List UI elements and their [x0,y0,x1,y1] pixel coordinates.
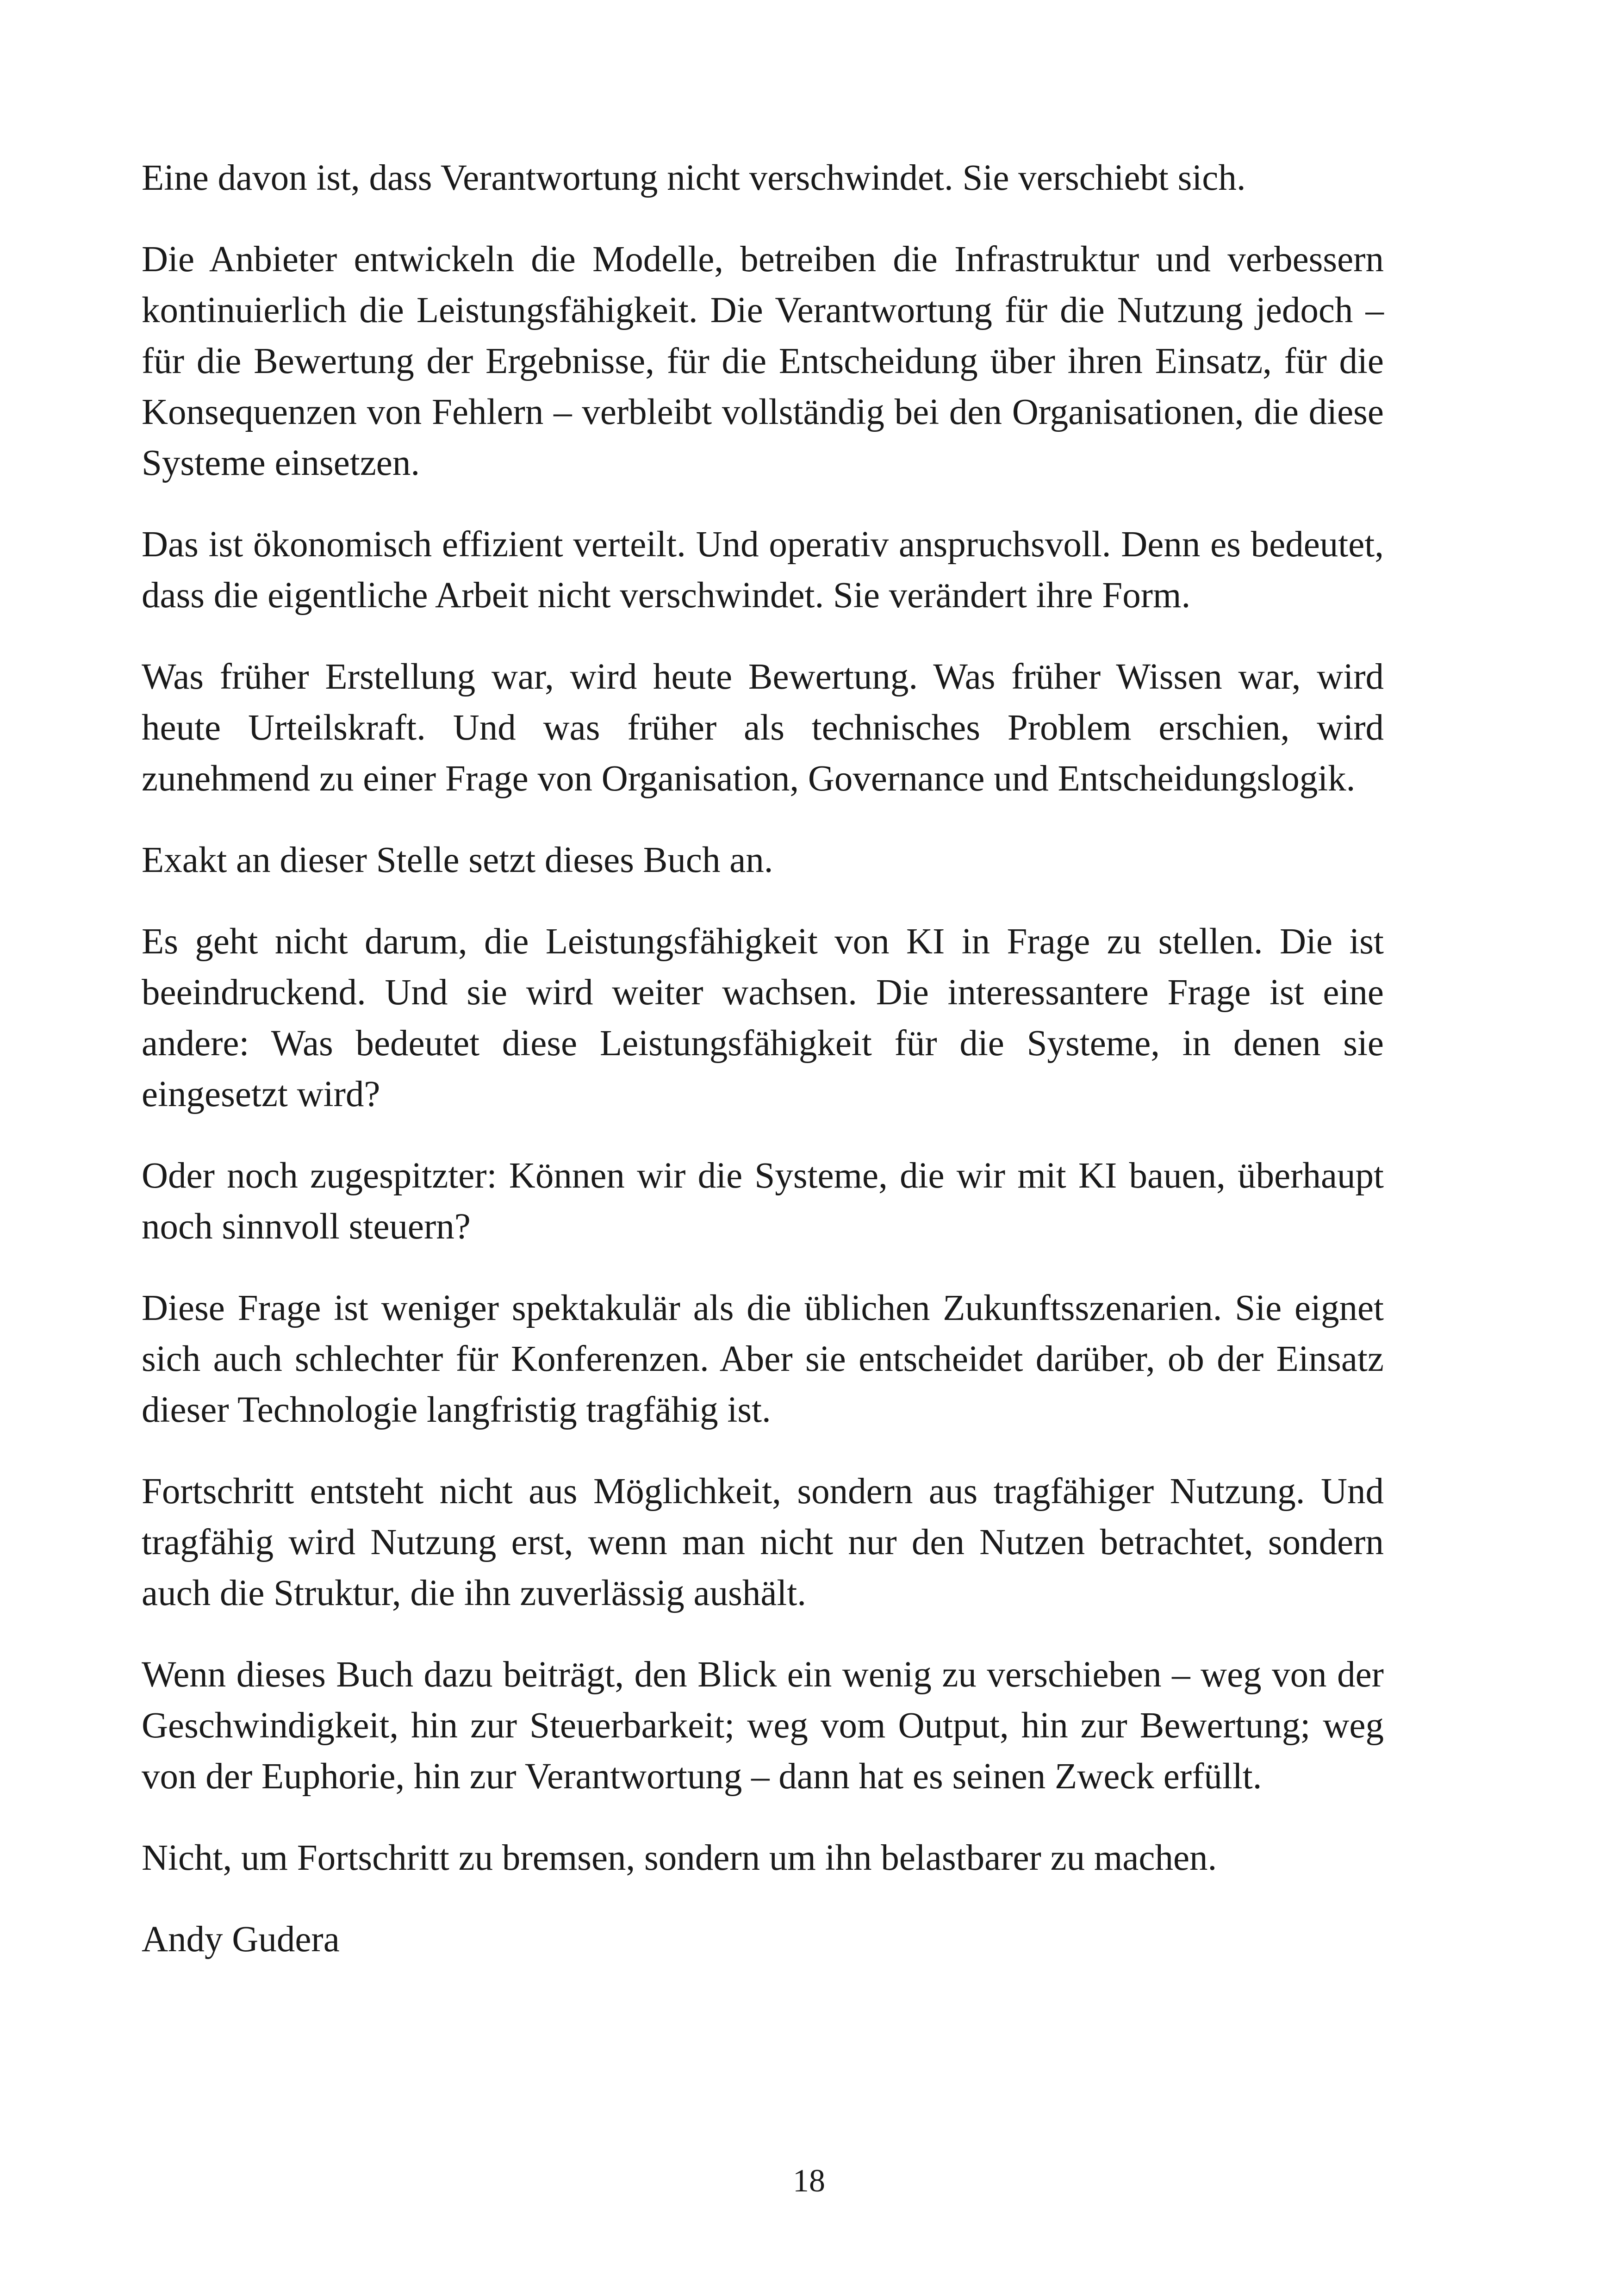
paragraph-2: Die Anbieter entwickeln die Modelle, betreiben die Infrastruktur und verbessern kontinuierlich die Leistungsfähigkeit. Die Verantwortung für die Nutzung jedoch – für die Bewertung der Ergebnisse, für die Entscheidung über ihren Einsatz, für die Konsequenzen von Fehlern – verbleibt vollständig bei den Organisationen, die diese Systeme einsetzen. [142,239,1384,483]
paragraph-3: Das ist ökonomisch effizient verteilt. Und operativ anspruchsvoll. Denn es bedeutet, dass die eigentliche Arbeit nicht verschwindet. Sie verändert ihre Form. [142,524,1384,616]
paragraph-11: Nicht, um Fortschritt zu bremsen, sondern um ihn belastbarer zu machen. [142,1838,1217,1878]
author-signature: Andy Gudera [142,1919,340,1960]
page-number: 18 [793,2163,825,2199]
paragraph-4: Was früher Erstellung war, wird heute Bewertung. Was früher Wissen war, wird heute Urteilskraft. Und was früher als technisches Problem erschien, wird zunehmend zu einer Frage von Organisation, Governance und Entscheidungslogik. [142,657,1384,799]
paragraph-5: Exakt an dieser Stelle setzt dieses Buch an. [142,840,773,880]
paragraph-9: Fortschritt entsteht nicht aus Möglichkeit, sondern aus tragfähiger Nutzung. Und tragfähig wird Nutzung erst, wenn man nicht nur den Nutzen betrachtet, sondern auch die Struktur, die ihn zuverlässig aushält. [142,1471,1384,1613]
paragraph-10: Wenn dieses Buch dazu beiträgt, den Blick ein wenig zu verschieben – weg von der Geschwindigkeit, hin zur Steuerbarkeit; weg vom Output, hin zur Bewertung; weg von der Euphorie, hin zur Verantwortung – dann hat es seinen Zweck erfüllt. [142,1655,1384,1797]
body-text [142,153,1384,1996]
paragraph-7: Oder noch zugespitzter: Können wir die Systeme, die wir mit KI bauen, überhaupt noch sinnvoll steuern? [142,1156,1384,1247]
paragraph-1: Eine davon ist, dass Verantwortung nicht verschwindet. Sie verschiebt sich. [142,158,1246,198]
paragraph-8: Diese Frage ist weniger spektakulär als die üblichen Zukunftsszenarien. Sie eignet sich auch schlechter für Konferenzen. Aber sie entscheidet darüber, ob der Einsatz dieser Technologie langfristig tragfähig ist. [142,1288,1384,1430]
paragraph-6: Es geht nicht darum, die Leistungsfähigkeit von KI in Frage zu stellen. Die ist beeindruckend. Und sie wird weiter wachsen. Die interessantere Frage ist eine andere: Was bedeutet diese Leistungsfähigkeit für die Systeme, in denen sie eingesetzt wird? [142,921,1384,1114]
